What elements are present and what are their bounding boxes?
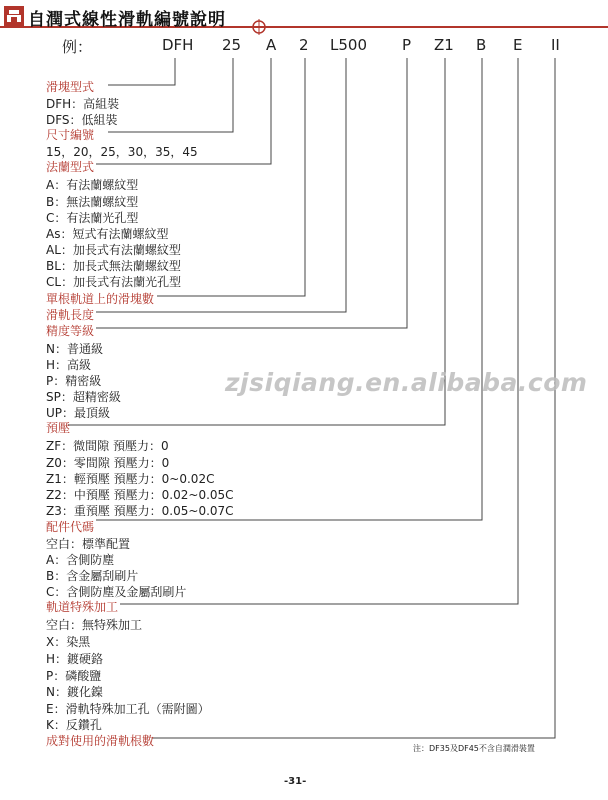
flange-item: BL：加長式無法蘭螺紋型: [46, 259, 181, 273]
watermark: zjsiqiang.en.alibaba.com: [225, 368, 588, 397]
rail-treatment-item: H：鍍硬鉻: [46, 652, 104, 666]
accessories-item: A：含側防塵: [46, 553, 115, 567]
block-type-item: DFH：高組裝: [46, 97, 120, 111]
code-paired: II: [551, 36, 560, 54]
flange-item: AL：加長式有法蘭螺紋型: [46, 243, 181, 257]
accuracy-item: N：普通級: [46, 342, 103, 356]
code-dfh: DFH: [162, 36, 194, 54]
preload-title: 預壓: [46, 421, 71, 435]
accuracy-item: SP：超精密級: [46, 390, 121, 404]
accessories-item: 空白：標準配置: [46, 537, 131, 551]
rail-treatment-item: N：鍍化鎳: [46, 685, 103, 699]
example-label: 例：: [62, 38, 93, 56]
accessories-item: B：含金屬刮刷片: [46, 569, 139, 583]
rail-length-title: 滑軌長度: [46, 308, 95, 322]
code-length: L500: [330, 36, 367, 54]
page-number: -31-: [284, 776, 307, 787]
code-accessory: B: [476, 36, 487, 54]
flange-item: B：無法蘭螺紋型: [46, 195, 139, 209]
preload-item: Z1：輕預壓 預壓力：0~0.02C: [46, 472, 215, 486]
code-size: 25: [222, 36, 242, 54]
code-rail-treatment: E: [513, 36, 523, 54]
blocks-per-rail-title: 單根軌道上的滑塊數: [46, 292, 155, 306]
page-title: 自潤式線性滑軌編號說明: [28, 10, 226, 30]
code-preload: Z1: [434, 36, 454, 54]
accessories-item: C：含側防塵及金屬刮刷片: [46, 585, 187, 599]
rail-treatment-item: K：反鑽孔: [46, 718, 102, 732]
accuracy-title: 精度等級: [46, 324, 95, 338]
block-type-item: DFS：低組裝: [46, 113, 118, 127]
flange-item: A：有法蘭螺紋型: [46, 178, 139, 192]
preload-item: Z3：重預壓 預壓力：0.05~0.07C: [46, 504, 234, 518]
preload-item: ZF：微間隙 預壓力：0: [46, 439, 169, 453]
footnote: 注：DF35及DF45不含自潤滑裝置: [413, 744, 535, 753]
size-item: 15，20，25，30，35，45: [46, 145, 198, 159]
block-type-title: 滑塊型式: [46, 80, 95, 94]
accuracy-item: UP：最頂級: [46, 406, 111, 420]
flange-item: As：短式有法蘭螺紋型: [46, 227, 169, 241]
accessories-title: 配件代碼: [46, 520, 95, 534]
rail-treatment-item: X：染黑: [46, 635, 91, 649]
rail-treatment-item: P：磷酸鹽: [46, 669, 102, 683]
rail-treatment-title: 軌道特殊加工: [46, 600, 119, 614]
accuracy-item: H：高級: [46, 358, 92, 372]
code-blocks: 2: [299, 36, 309, 54]
size-title: 尺寸編號: [46, 128, 95, 142]
paired-rails-title: 成對使用的滑軌根數: [46, 734, 155, 748]
rail-treatment-item: E：滑軌特殊加工孔（需附圖）: [46, 702, 210, 716]
flange-title: 法蘭型式: [46, 160, 95, 174]
rail-treatment-item: 空白：無特殊加工: [46, 618, 143, 632]
flange-item: C：有法蘭光孔型: [46, 211, 139, 225]
accuracy-item: P：精密級: [46, 374, 102, 388]
code-flange: A: [266, 36, 277, 54]
preload-item: Z0：零間隙 預壓力：0: [46, 456, 170, 470]
code-accuracy: P: [402, 36, 412, 54]
preload-item: Z2：中預壓 預壓力：0.02~0.05C: [46, 488, 234, 502]
flange-item: CL：加長式有法蘭光孔型: [46, 275, 182, 289]
